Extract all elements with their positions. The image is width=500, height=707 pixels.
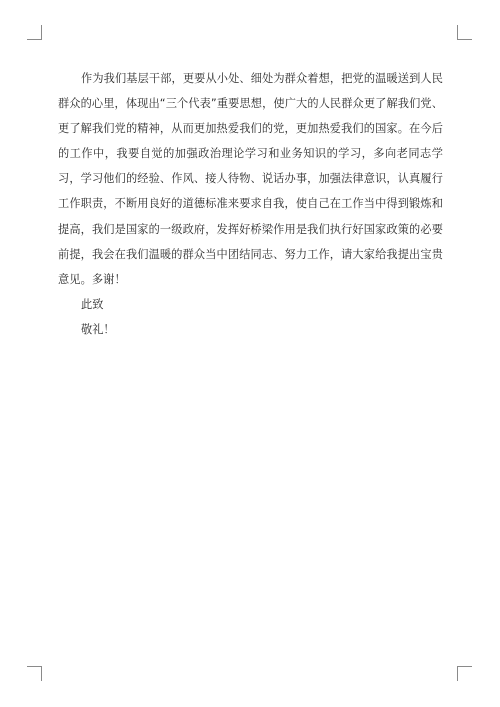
body-paragraph: 作为我们基层干部，更要从小处、细处为群众着想，把党的温暖送到人民群众的心里，体现出“三个代表”重要思想，使广大的人民群众更了解我们党、更了解我们党的精神，从而更加热爱我们的党，更加热爱我们的国家。在今后的工作中，我要自觉的加强政治理论学习和业务知识的学习，多向老同志学习，学习他们的经验、作风、接人待物、说话办事，加强法律意识，认真履行工作职责，不断用良好的道德标准来要求自我，使自己在工作当中得到锻炼和提高，我们是国家的一级政府，发挥好桥梁作用是我们执行好国家政策的必要前提，我会在我们温暖的群众当中团结同志、努力工作，请大家给我提出宝贵意见。多谢！: [58, 72, 443, 286]
crop-mark-top-left: [27, 25, 42, 40]
closing-line-1: 此致: [81, 297, 104, 311]
crop-mark-bottom-right: [457, 666, 472, 681]
document-body: [58, 66, 443, 342]
crop-mark-top-right: [457, 25, 472, 40]
crop-mark-bottom-left: [27, 666, 42, 681]
closing-line-2: 敬礼！: [81, 322, 115, 336]
